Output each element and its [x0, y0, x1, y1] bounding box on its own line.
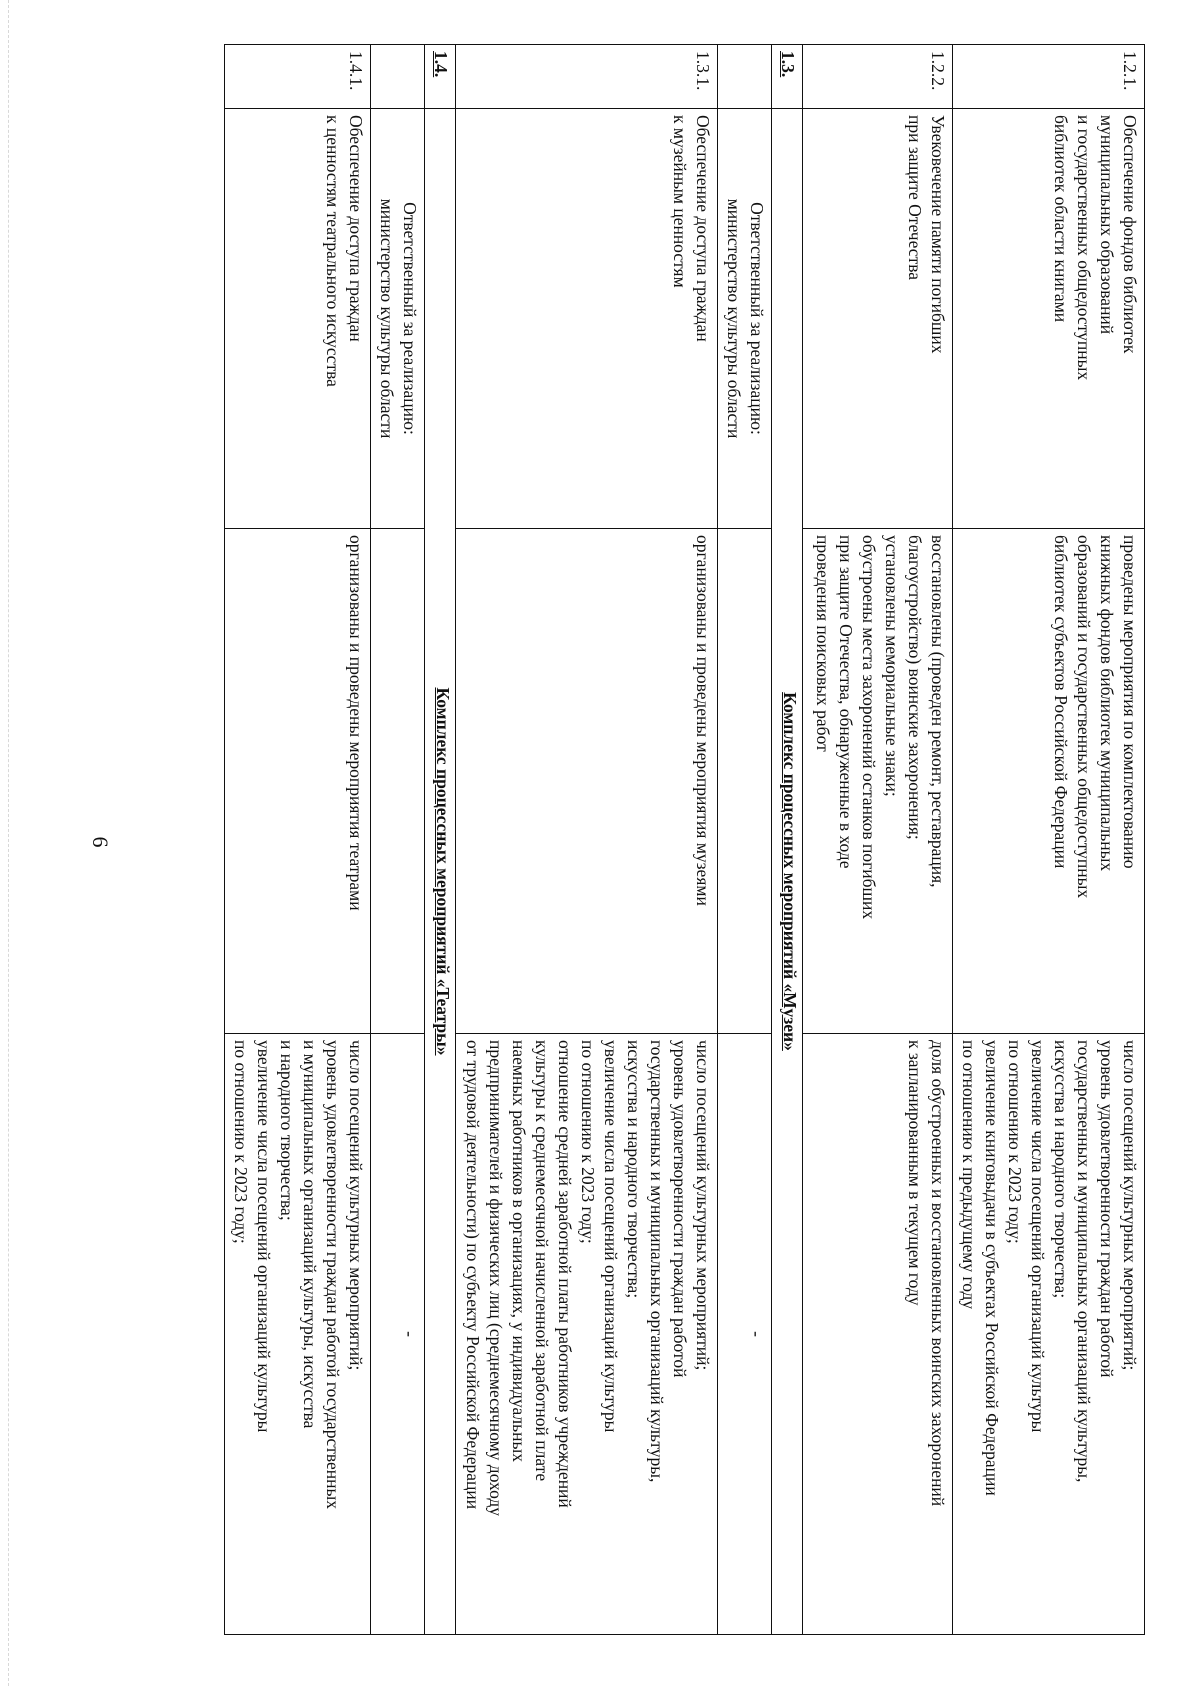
event-cell: организованы и проведены мероприятия театрами: [225, 529, 371, 1034]
section-number: 1.4.: [425, 45, 456, 109]
empty-cell: [718, 529, 772, 1034]
task-cell: Увековечение памяти погибших при защите Отечества: [803, 109, 953, 529]
task-cell: Обеспечение доступа граждан к музейным ценностям: [456, 109, 718, 529]
dash-cell: -: [718, 1034, 772, 1635]
indicators-cell: число посещений культурных мероприятий; уровень удовлетворенности граждан работой государственных и муниципальных организаций культуры, искусства и народного творчества; увеличение числа посещений организаций культуры по отношению к 2023 году;: [225, 1034, 371, 1635]
indicators-cell: доля обустроенных и восстановленных воинских захоронений к запланированным в текущем году: [803, 1034, 953, 1635]
responsible-cell: Ответственный за реализацию: министерство культуры области: [371, 109, 425, 529]
indicators-cell: число посещений культурных мероприятий; уровень удовлетворенности граждан работой государственных и муниципальных организаций культуры, искусства и народного творчества; увеличение числа посещений организаций культуры по отношению к 2023 году; увеличение книговыдачи в субъектах Российской Федерации по отношению к предыдущему году: [953, 1034, 1145, 1635]
responsible-row: [371, 45, 425, 1635]
page-number: 6: [88, 836, 113, 848]
task-cell: Обеспечение доступа граждан к ценностям театрального искусства: [225, 109, 371, 529]
rotated-table-sheet: [155, 44, 1145, 1634]
empty-cell: [371, 529, 425, 1034]
section-header-row: [425, 45, 456, 1635]
section-header-row: [772, 45, 803, 1635]
empty-cell: [718, 45, 772, 109]
responsible-row: [718, 45, 772, 1635]
empty-cell: [371, 45, 425, 109]
table-row: [803, 45, 953, 1635]
plan-table: [224, 44, 1145, 1635]
table-row: [225, 45, 371, 1635]
page-edge: [8, 0, 9, 1686]
event-cell: восстановлены (проведен ремонт, реставрация, благоустройство) воинские захоронения; установлены мемориальные знаки; обустроены места захоронений останков погибших при защите Отечества, обнаруженные в ходе проведения поисковых работ: [803, 529, 953, 1034]
table-row: [953, 45, 1145, 1635]
section-number: 1.3.: [772, 45, 803, 109]
responsible-cell: Ответственный за реализацию: министерство культуры области: [718, 109, 772, 529]
event-cell: проведены мероприятия по комплектованию книжных фондов библиотек муниципальных образований и государственных общедоступных библиотек субъектов Российской Федерации: [953, 529, 1145, 1034]
table-row: [456, 45, 718, 1635]
indicators-cell: число посещений культурных мероприятий; уровень удовлетворенности граждан работой государственных и муниципальных организаций культуры, искусства и народного творчества; увеличение числа посещений организаций культуры по отношению к 2023 году; отношение средней заработной платы работников учреждений культуры к среднемесячной начисленной заработной плате наемных работников в организациях, у индивидуальных предпринимателей и физических лиц (среднемесячному доходу от трудовой деятельности) по субъекту Российской Федерации: [456, 1034, 718, 1635]
event-cell: организованы и проведены мероприятия музеями: [456, 529, 718, 1034]
row-number: 1.4.1.: [225, 45, 371, 109]
section-title: Комплекс процессных мероприятий «Театры»: [425, 109, 456, 1635]
row-number: 1.2.2.: [803, 45, 953, 109]
dash-cell: -: [371, 1034, 425, 1635]
section-title: Комплекс процессных мероприятий «Музеи»: [772, 109, 803, 1635]
row-number: 1.2.1.: [953, 45, 1145, 109]
row-number: 1.3.1.: [456, 45, 718, 109]
task-cell: Обеспечение фондов библиотек муниципальных образований и государственных общедоступных библиотек области книгами: [953, 109, 1145, 529]
